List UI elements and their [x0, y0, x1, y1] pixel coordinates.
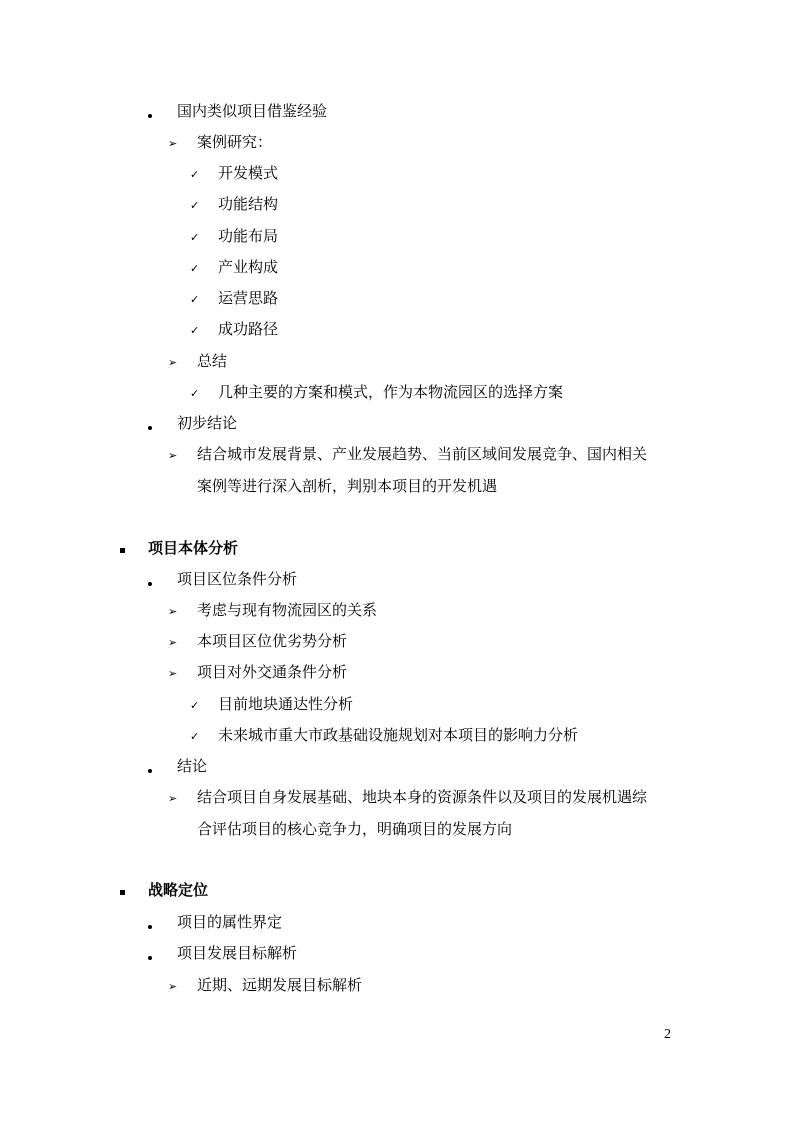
- list-item-level1: 项目发展目标解析: [177, 944, 298, 962]
- bullet-dot: [148, 426, 152, 430]
- bullet-dot: [148, 114, 152, 118]
- list-item-level2: 总结: [197, 352, 228, 370]
- check-icon: ✓: [190, 387, 200, 400]
- list-item-level1: 项目的属性界定: [177, 913, 283, 931]
- list-item-level2: 近期、远期发展目标解析: [197, 976, 363, 994]
- page-number: 2: [664, 1027, 671, 1042]
- arrow-icon: ➢: [168, 792, 178, 805]
- list-item-continuation: 案例等进行深入剖析，判别本项目的开发机遇: [197, 477, 498, 495]
- arrow-icon: ➢: [168, 356, 178, 369]
- arrow-icon: ➢: [168, 667, 178, 680]
- list-item-level3: 运营思路: [218, 289, 279, 307]
- list-item-level3: 成功路径: [218, 320, 279, 338]
- list-item-level1: 初步结论: [177, 414, 238, 432]
- bullet-dot: [148, 582, 152, 586]
- list-item-level2: 结合项目自身发展基础、地块本身的资源条件以及项目的发展机遇综: [197, 788, 648, 806]
- section-heading: 战略定位: [148, 881, 209, 899]
- section-heading: 项目本体分析: [148, 539, 239, 557]
- bullet-dot: [148, 956, 152, 960]
- list-item-level2: 案例研究：: [197, 133, 273, 151]
- check-icon: ✓: [190, 293, 200, 306]
- arrow-icon: ➢: [168, 636, 178, 649]
- list-item-level3: 目前地块通达性分析: [218, 695, 354, 713]
- check-icon: ✓: [190, 324, 200, 337]
- list-item-level2: 本项目区位优劣势分析: [197, 632, 348, 650]
- check-icon: ✓: [190, 168, 200, 181]
- arrow-icon: ➢: [168, 605, 178, 618]
- list-item-level3: 开发模式: [218, 164, 279, 182]
- bullet-dot: [148, 769, 152, 773]
- check-icon: ✓: [190, 231, 200, 244]
- list-item-level2: 考虑与现有物流园区的关系: [197, 601, 378, 619]
- list-item-level1: 项目区位条件分析: [177, 570, 298, 588]
- list-item-level3: 几种主要的方案和模式，作为本物流园区的选择方案: [218, 383, 564, 401]
- arrow-icon: ➢: [168, 980, 178, 993]
- list-item-level3: 功能布局: [218, 227, 279, 245]
- check-icon: ✓: [190, 262, 200, 275]
- list-item-level3: 功能结构: [218, 195, 279, 213]
- check-icon: ✓: [190, 699, 200, 712]
- arrow-icon: ➢: [168, 449, 178, 462]
- list-item-level1: 结论: [177, 757, 208, 775]
- check-icon: ✓: [190, 730, 200, 743]
- list-item-level3: 未来城市重大市政基础设施规划对本项目的影响力分析: [218, 726, 579, 744]
- list-item-level2: 项目对外交通条件分析: [197, 663, 348, 681]
- list-item-level1: 国内类似项目借鉴经验: [177, 102, 328, 120]
- list-item-level2: 结合城市发展背景、产业发展趋势、当前区域间发展竞争、国内相关: [197, 445, 648, 463]
- arrow-icon: ➢: [168, 137, 178, 150]
- section-bullet-square: [120, 548, 125, 553]
- bullet-dot: [148, 925, 152, 929]
- list-item-level3: 产业构成: [218, 258, 279, 276]
- section-bullet-square: [120, 890, 125, 895]
- list-item-continuation: 合评估项目的核心竞争力，明确项目的发展方向: [197, 820, 513, 838]
- check-icon: ✓: [190, 199, 200, 212]
